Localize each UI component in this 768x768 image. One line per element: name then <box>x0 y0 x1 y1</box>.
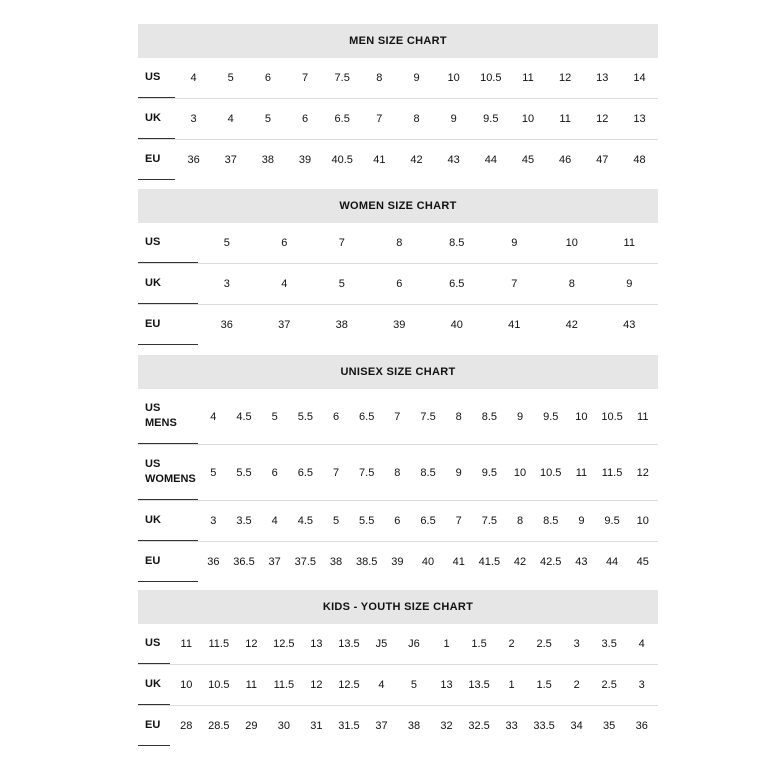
size-cell: 12 <box>559 72 572 84</box>
size-cell: 8 <box>516 515 524 527</box>
kids-chart-rows <box>138 624 658 746</box>
size-cell: 32.5 <box>468 720 490 732</box>
size-cell: 14 <box>633 72 646 84</box>
size-cell: 9 <box>578 515 585 527</box>
size-row <box>138 501 658 542</box>
size-cell: 7 <box>338 237 345 249</box>
kids-size-chart <box>138 590 658 746</box>
size-cell: 9 <box>516 410 524 423</box>
size-cell: 33.5 <box>533 720 555 732</box>
size-cell: 7.5 <box>420 410 436 423</box>
size-cell: 31.5 <box>338 720 360 732</box>
size-values <box>175 140 658 180</box>
size-cell: 42.5 <box>540 556 562 568</box>
size-cell: 3 <box>638 679 645 691</box>
size-cell: 33 <box>505 720 518 732</box>
size-cell: 5.5 <box>359 515 375 527</box>
unisex-chart-title: UNISEX SIZE CHART <box>138 355 658 389</box>
size-cell: 36 <box>220 319 233 331</box>
size-cell: 8 <box>568 278 575 290</box>
size-cell: 10 <box>575 410 588 423</box>
size-cell: 43 <box>623 319 636 331</box>
row-label: EU <box>138 542 198 582</box>
size-cell: 6 <box>301 113 309 125</box>
size-values <box>198 389 658 444</box>
size-cell: 40 <box>450 319 463 331</box>
size-cell: 11 <box>559 113 571 125</box>
men-chart-rows <box>138 58 658 180</box>
size-cell: 10.5 <box>540 466 562 479</box>
size-cell: 42 <box>410 154 423 166</box>
size-cell: 9 <box>511 237 518 249</box>
size-cell: 7.5 <box>359 466 375 479</box>
size-cell: 3 <box>223 278 230 290</box>
size-cell: 47 <box>596 154 609 166</box>
size-row <box>138 58 658 99</box>
size-cell: 9.5 <box>483 113 499 125</box>
size-cell: 40 <box>421 556 435 568</box>
size-cell: 11 <box>245 679 258 691</box>
size-cell: 3.5 <box>236 515 252 527</box>
size-cell: 36 <box>207 556 220 568</box>
size-cell: 39 <box>393 319 406 331</box>
size-cell: 11 <box>623 237 635 249</box>
size-cell: 4 <box>378 679 385 691</box>
size-cell: 10 <box>180 679 193 691</box>
size-cell: 48 <box>633 154 646 166</box>
row-label: UK <box>138 665 170 705</box>
size-values <box>170 665 658 705</box>
size-cell: 12 <box>310 679 323 691</box>
women-size-chart <box>138 189 658 345</box>
size-cell: 7.5 <box>334 72 350 84</box>
size-cell: 11 <box>575 466 588 479</box>
size-cell: 13 <box>310 638 323 650</box>
row-label: US <box>138 624 170 664</box>
size-cell: 6.5 <box>334 113 350 125</box>
size-cell: 8 <box>455 410 462 423</box>
size-cell: 46 <box>559 154 572 166</box>
size-cell: 7 <box>332 466 340 479</box>
men-size-chart <box>138 24 658 180</box>
size-row <box>138 706 658 746</box>
size-cell: 42 <box>513 556 527 568</box>
size-cell: 5 <box>264 113 271 125</box>
size-cell: 8.5 <box>481 410 498 423</box>
size-values <box>198 501 658 541</box>
size-cell: 35 <box>603 720 616 732</box>
size-cell: 2 <box>508 638 515 650</box>
size-row <box>138 445 658 501</box>
size-cell: 4 <box>190 72 197 84</box>
size-cell: 43 <box>575 556 588 568</box>
row-label: US <box>138 58 175 98</box>
size-cell: 9.5 <box>604 515 620 527</box>
size-cell: 5 <box>227 72 234 84</box>
size-values <box>198 223 658 263</box>
size-cell: 37 <box>375 720 388 732</box>
size-cell: 5.5 <box>297 410 313 423</box>
size-cell: 42 <box>565 319 578 331</box>
size-cell: 11.5 <box>601 466 623 479</box>
size-cell: 30 <box>277 720 290 732</box>
size-cell: 6.5 <box>449 278 465 290</box>
size-cell: 39 <box>391 556 404 568</box>
size-values <box>175 58 658 98</box>
size-cell: 13 <box>633 113 646 125</box>
size-cell: 29 <box>245 720 258 732</box>
kids-chart-title: KIDS - YOUTH SIZE CHART <box>138 590 658 624</box>
size-cell: 11 <box>637 410 649 423</box>
size-cell: 37 <box>268 556 281 568</box>
size-cell: 31 <box>310 720 323 732</box>
size-cell: 4.5 <box>236 410 252 423</box>
size-cell: 9 <box>455 466 462 479</box>
size-cell: 37 <box>224 154 237 166</box>
size-cell: 36 <box>635 720 648 732</box>
size-row <box>138 389 658 445</box>
size-cell: 7 <box>376 113 383 125</box>
size-cell: 10 <box>447 72 460 84</box>
size-cell: 1 <box>443 638 450 650</box>
size-cell: 45 <box>636 556 649 568</box>
size-cell: 9.5 <box>543 410 559 423</box>
size-cell: 43 <box>447 154 460 166</box>
size-cell: 38.5 <box>355 556 378 568</box>
size-row <box>138 99 658 140</box>
row-label: US WOMENS <box>138 445 198 500</box>
size-values <box>170 624 658 664</box>
size-cell: 37 <box>278 319 291 331</box>
row-label: US MENS <box>138 389 198 444</box>
size-cell: 6 <box>281 237 288 249</box>
size-cell: 10 <box>521 113 535 125</box>
size-cell: 13 <box>596 72 609 84</box>
size-cell: 12.5 <box>338 679 360 691</box>
size-cell: 11 <box>522 72 534 84</box>
size-cell: 45 <box>521 154 535 166</box>
size-cell: 39 <box>298 154 312 166</box>
size-cell: 11.5 <box>208 638 230 650</box>
size-cell: 8 <box>396 237 403 249</box>
size-cell: 6.5 <box>297 466 313 479</box>
size-cell: 3 <box>573 638 580 650</box>
size-cell: 8 <box>394 466 401 479</box>
size-cell: 38 <box>335 319 348 331</box>
size-cell: 7 <box>511 278 518 290</box>
size-values <box>175 99 658 139</box>
size-row <box>138 624 658 665</box>
size-row <box>138 264 658 305</box>
row-label: US <box>138 223 198 263</box>
size-cell: 1.5 <box>536 679 552 691</box>
size-cell: 6 <box>264 72 271 84</box>
size-cell: J6 <box>408 638 420 650</box>
size-cell: 8 <box>376 72 383 84</box>
size-cell: 6 <box>396 278 403 290</box>
size-cell: 41 <box>508 319 521 331</box>
size-cell: 34 <box>570 720 583 732</box>
size-cell: 11.5 <box>273 679 295 691</box>
size-cell: 11 <box>180 638 192 650</box>
size-cell: 38 <box>261 154 275 166</box>
men-chart-title: MEN SIZE CHART <box>138 24 658 58</box>
size-row <box>138 140 658 180</box>
size-cell: 44 <box>484 154 497 166</box>
size-cell: 4 <box>210 410 217 423</box>
size-row <box>138 223 658 264</box>
size-row <box>138 305 658 345</box>
size-values <box>198 264 658 304</box>
size-cell: 28 <box>180 720 193 732</box>
size-cell: 5 <box>410 679 418 691</box>
size-cell: 9.5 <box>481 466 498 479</box>
size-cell: 32 <box>440 720 453 732</box>
row-label: UK <box>138 264 198 304</box>
size-cell: 2.5 <box>601 679 617 691</box>
size-cell: 41 <box>452 556 465 568</box>
size-cell: 2 <box>573 679 580 691</box>
row-label: EU <box>138 305 198 345</box>
size-cell: 6 <box>271 466 278 479</box>
size-cell: 9 <box>413 72 420 84</box>
size-cell: 41.5 <box>478 556 501 568</box>
size-cell: 10.5 <box>601 410 623 423</box>
size-cell: 28.5 <box>208 720 230 732</box>
unisex-chart-rows <box>138 389 658 582</box>
size-cell: 12.5 <box>273 638 295 650</box>
size-cell: 8 <box>413 113 420 125</box>
size-cell: 4 <box>638 638 645 650</box>
size-cell: 5 <box>338 278 345 290</box>
size-cell: 44 <box>605 556 619 568</box>
size-cell: 4 <box>281 278 288 290</box>
size-cell: 1 <box>508 679 515 691</box>
size-cell: 13.5 <box>468 679 490 691</box>
size-cell: 12 <box>596 113 609 125</box>
size-cell: 7.5 <box>481 515 498 527</box>
size-cell: 4 <box>227 113 234 125</box>
size-cell: 8.5 <box>543 515 559 527</box>
size-cell: 1.5 <box>471 638 487 650</box>
size-cell: 36 <box>187 154 200 166</box>
size-cell: 9 <box>626 278 633 290</box>
size-cell: 10 <box>513 466 527 479</box>
size-cell: 8.5 <box>449 237 465 249</box>
size-cell: 5 <box>210 466 217 479</box>
size-cell: 10.5 <box>480 72 502 84</box>
women-chart-title: WOMEN SIZE CHART <box>138 189 658 223</box>
size-row <box>138 542 658 582</box>
size-cell: 3 <box>210 515 217 527</box>
size-cell: 12 <box>636 466 649 479</box>
size-cell: 36.5 <box>233 556 255 568</box>
size-values <box>198 445 658 500</box>
size-cell: 13.5 <box>338 638 360 650</box>
size-cell: 5 <box>223 237 230 249</box>
size-cell: 10 <box>636 515 649 527</box>
size-cell: J5 <box>375 638 388 650</box>
size-cell: 9 <box>450 113 457 125</box>
size-cell: 3 <box>190 113 197 125</box>
row-label: UK <box>138 99 175 139</box>
size-cell: 40.5 <box>331 154 353 166</box>
size-cell: 6 <box>394 515 401 527</box>
size-cell: 38 <box>407 720 421 732</box>
size-cell: 41 <box>373 154 386 166</box>
size-cell: 38 <box>329 556 343 568</box>
size-cell: 7 <box>394 410 401 423</box>
size-cell: 5 <box>271 410 278 423</box>
size-cell: 4.5 <box>297 515 313 527</box>
size-cell: 37.5 <box>294 556 317 568</box>
size-cell: 6 <box>332 410 340 423</box>
size-cell: 4 <box>271 515 278 527</box>
size-cell: 13 <box>440 679 453 691</box>
size-cell: 5.5 <box>236 466 252 479</box>
size-cell: 6.5 <box>359 410 375 423</box>
size-cell: 7 <box>301 72 309 84</box>
size-cell: 10.5 <box>208 679 230 691</box>
unisex-size-chart <box>138 355 658 582</box>
size-values <box>198 542 658 582</box>
size-cell: 10 <box>565 237 578 249</box>
row-label: EU <box>138 140 175 180</box>
size-row <box>138 665 658 706</box>
size-cell: 8.5 <box>420 466 436 479</box>
row-label: UK <box>138 501 198 541</box>
size-cell: 7 <box>455 515 462 527</box>
size-values <box>170 706 658 746</box>
size-values <box>198 305 658 345</box>
size-cell: 3.5 <box>601 638 617 650</box>
size-cell: 12 <box>245 638 258 650</box>
size-cell: 5 <box>332 515 340 527</box>
women-chart-rows <box>138 223 658 345</box>
row-label: EU <box>138 706 170 746</box>
size-cell: 6.5 <box>420 515 436 527</box>
size-cell: 2.5 <box>536 638 552 650</box>
